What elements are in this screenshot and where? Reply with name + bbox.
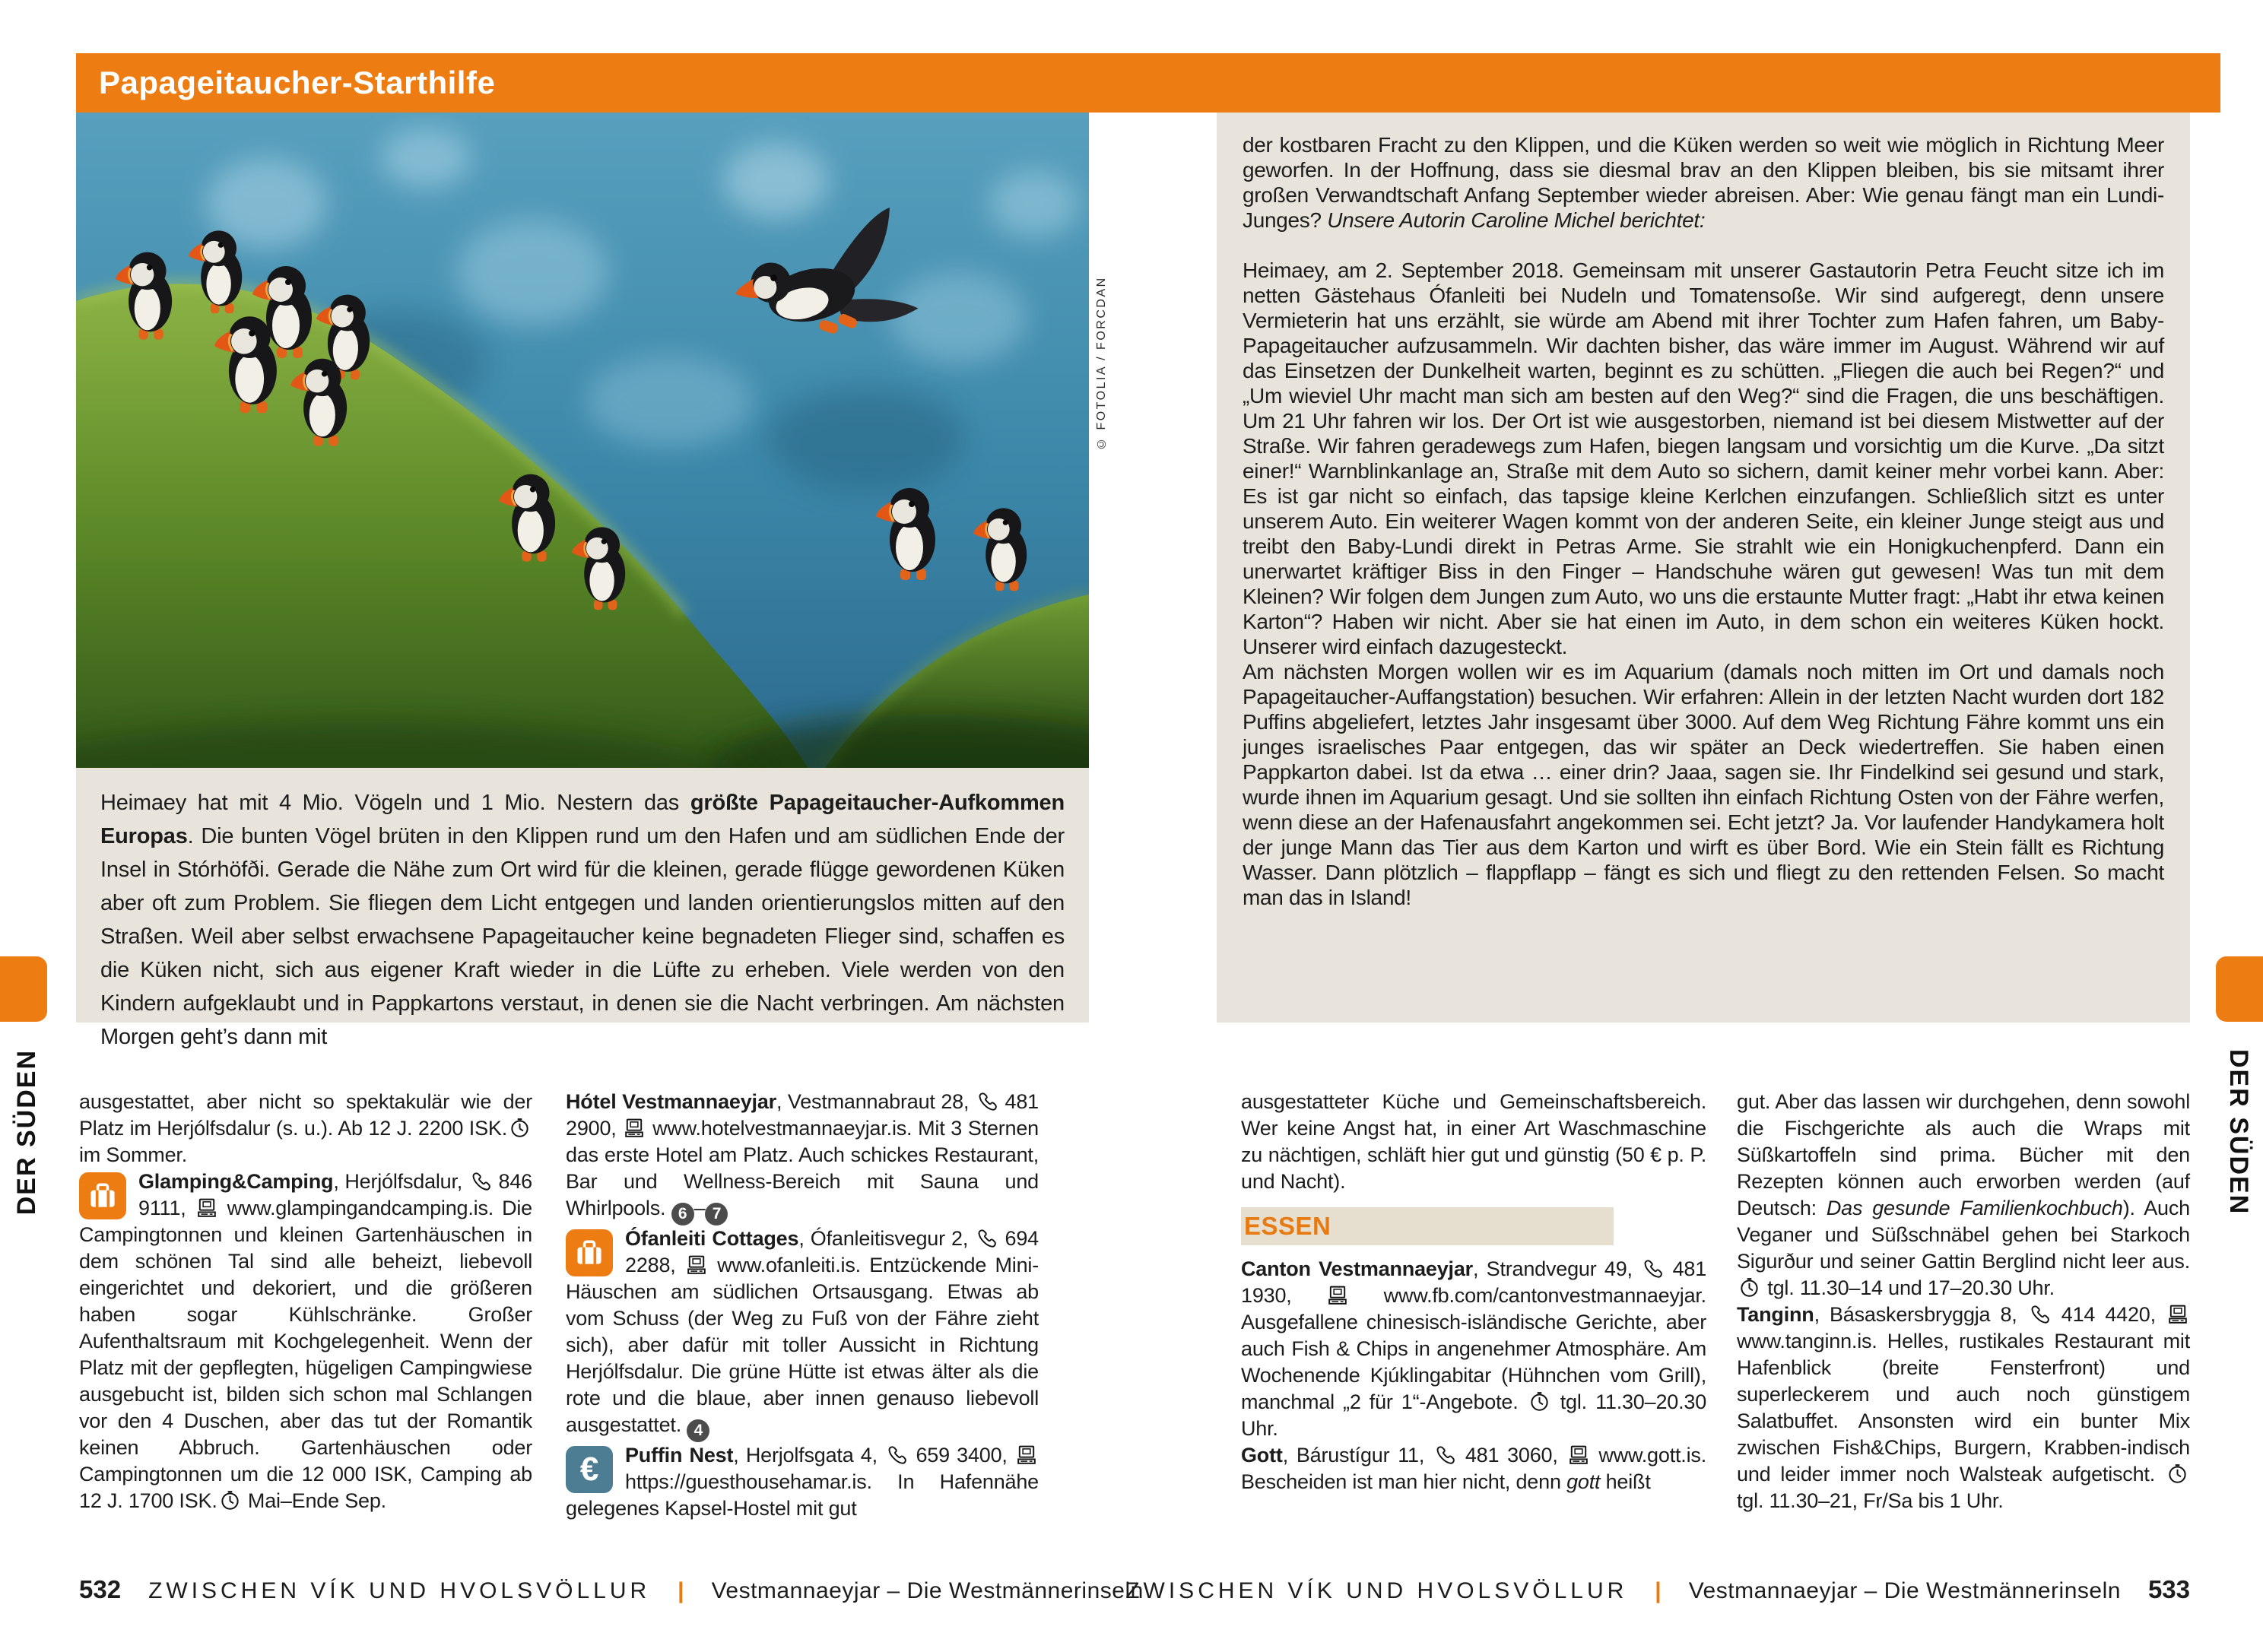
price-category-euro-icon: € bbox=[566, 1446, 613, 1493]
listing-name: Puffin Nest bbox=[625, 1444, 734, 1467]
listing-entry: Hótel Vestmannaeyjar, Vestmannabraut 28, 481 2900, www.hotelvestmannaeyjar.is. Mit 3 Sternen das erste Hotel am Platz. Auch schickes Restaurant, Bar und Wellness-Bereich mit Sauna und Whirlpools. 6 – 7 bbox=[566, 1089, 1039, 1226]
website-icon bbox=[197, 1198, 217, 1218]
footer-chapter: Vestmannaeyjar – Die Westmännerinseln bbox=[1688, 1578, 2121, 1603]
footer-right bbox=[1125, 1575, 2190, 1604]
phone-icon bbox=[887, 1445, 906, 1465]
listing-entry: gut. Aber das lassen wir durchgehen, denn sowohl die Fischgerichte als auch die Wraps mit Süßkartoffeln sind prima. Bücher mit den Rezepten können auch erworben werden (auf Deutsch: Das gesunde Familienkochbuch). Auch Veganer und Süßschnäbel gehen bei Starkoch Sigurður und seiner Gattin Berglind nicht leer aus. tgl. 11.30–14 und 17–20.30 Uhr. bbox=[1737, 1090, 2190, 1299]
page-number-left: 532 bbox=[79, 1575, 122, 1603]
listing-name: Hótel Vestmannaeyjar bbox=[566, 1090, 776, 1113]
map-marker-7: 7 bbox=[705, 1203, 728, 1226]
phone-icon bbox=[2030, 1305, 2049, 1324]
website-icon bbox=[2168, 1305, 2188, 1324]
accommodation-suitcase-icon bbox=[79, 1172, 126, 1219]
page-number-right: 533 bbox=[2147, 1575, 2190, 1603]
listing-column-3 bbox=[1241, 1089, 1706, 1495]
listing-entry: ausgestatteter Küche und Gemeinschaftsbereich. Wer keine Angst hat, in einer Art Waschmaschine zu nächtigen, schläft hier gut und günstig (50 € p. P. und Nacht). bbox=[1241, 1090, 1706, 1193]
footer-section: ZWISCHEN VÍK UND HVOLSVÖLLUR bbox=[1125, 1578, 1628, 1603]
footer-separator: | bbox=[678, 1578, 684, 1603]
accommodation-suitcase-icon bbox=[566, 1229, 613, 1276]
website-icon bbox=[1328, 1286, 1347, 1305]
photo-credit: © FOTOLIA / FORCDAN bbox=[1095, 276, 1108, 450]
photo-caption: Heimaey hat mit 4 Mio. Vögeln und 1 Mio. Nestern das größte Papageitaucher-Aufkommen Europas. Die bunten Vögel brüten in den Klippen rund um den Hafen und am südlichen Ende der Insel in Stórhöfði. Gerade die Nähe zum Ort wird für die kleinen, gerade flügge gewordenen Küken aber oft zum Problem. Sie fliegen dem Licht entgegen und landen orientierungslos mitten auf den Straßen. Weil aber selbst erwachsene Papageitaucher keine begnadeten Flieger sind, schaffen es die Küken nicht, sich aus eigener Kraft wieder in die Lüfte zu erheben. Viele werden von den Kindern aufgeklaubt und in Pappkartons verstaut, in denen sie die Nacht verbringen. Am nächsten Morgen geht’s dann mit bbox=[76, 768, 1089, 1023]
listing-entry: Glamping&Camping, Herjólfsdalur, 846 9111, www.glampingandcamping.is. Die Campingtonnen und kleinen Gartenhäuschen in dem schönen Tal sind alle beheizt, liebevoll eingerichtet und dekoriert, und die größeren haben sogar Kühlschränke. Großer Aufenthaltsraum mit Kochgelegenheit. Wenn der Platz mit der gepflegten, hügeligen Campingwiese ausgebucht ist, bilden sich schon mal Schlangen vor den 4 Duschen, aber das tut der Romantik keinen Abbruch. Gartenhäuschen oder Campingtonnen um die 12 000 ISK, Camping ab 12 J. 1700 ISK. Mai–Ende Sep. bbox=[79, 1170, 532, 1512]
infobox-title: Papageitaucher-Starthilfe bbox=[99, 65, 496, 100]
puffins-photo bbox=[76, 113, 1089, 768]
phone-icon bbox=[471, 1172, 490, 1191]
opening-hours-icon bbox=[2167, 1463, 2188, 1484]
story-paragraph: der kostbaren Fracht zu den Klippen, und die Küken werden so weit wie möglich in Richtung Meer geworfen. In der Hoffnung, dass sie diesmal brav an den Klippen bleiben, bis sie mitsamt ihrer großen Verwandtschaft Anfang September wieder abreisen. Aber: Wie genau fängt man ein Lundi-Junges? Unsere Autorin Caroline Michel berichtet: bbox=[1243, 133, 2164, 232]
listing-column-2 bbox=[566, 1089, 1039, 1522]
opening-hours-icon bbox=[220, 1490, 240, 1511]
footer-chapter: Vestmannaeyjar – Die Westmännerinseln bbox=[711, 1578, 1144, 1603]
footer-separator: | bbox=[1655, 1578, 1662, 1603]
listing-entry: ausgestattet, aber nicht so spektakulär wie der Platz im Herjólfsdalur (s. u.). Ab 12 J. 2200 ISK. im Sommer. bbox=[79, 1090, 532, 1166]
chapter-tab-left bbox=[0, 956, 47, 1022]
map-marker-4: 4 bbox=[687, 1419, 709, 1442]
essen-section-heading: ESSEN bbox=[1241, 1207, 1614, 1245]
website-icon bbox=[624, 1118, 644, 1138]
story-paragraph: Am nächsten Morgen wollen wir es im Aquarium (damals noch mitten im Ort und damals noch Papageitaucher-Auffangstation) besuchen. Wir erfahren: Allein in der letzten Nacht wurden dort 182 Puffins abgeliefert, letztes Jahr insgesamt über 3000. Auf dem Weg Richtung Fähre kommt uns ein junges israelisches Paar entgegen, das wir später an Deck wiedertreffen. Sie haben einen Pappkarton dabei. Ist da etwa … einer drin? Jaaa, sagen sie. Ihr Findelkind sei gesund und stark, wurde ihnen im Aquarium gesagt. Und sie sollten ihn einfach Richtung Osten von der Fähre werfen, wenn diese an der Hafenausfahrt angekommen sei. Echt jetzt? Ja. Vor laufender Handykamera holt der junge Mann das Tier aus dem Karton und wirft es über Bord. Wie ein Stein fällt es Richtung Wasser. Dann plötzlich – flappflapp – fängt es sich und fliegt zu den rettenden Felsen. So macht man das in Island! bbox=[1243, 660, 2164, 909]
footer-section: ZWISCHEN VÍK UND HVOLSVÖLLUR bbox=[148, 1578, 651, 1603]
infobox-title-bar bbox=[76, 53, 2220, 113]
opening-hours-icon bbox=[509, 1118, 530, 1138]
chapter-label-right: DER SÜDEN bbox=[2224, 1049, 2253, 1216]
listing-entry: Tanginn, Básaskersbryggja 8, 414 4420, www.tanginn.is. Helles, rustikales Restaurant mit Hafenblick (breite Fensterfront) und superleckerem und auch noch günstigem Salatbuffet. Ansonsten wird ein bunter Mix zwischen Fish&Chips, Burgern, Krabben-indisch und leider immer noch Walsteak aufgetischt. tgl. 11.30–21, Fr/Sa bis 1 Uhr. bbox=[1737, 1303, 2190, 1512]
footer-left bbox=[79, 1575, 1144, 1604]
website-icon bbox=[1569, 1445, 1589, 1465]
listing-name: Ófanleiti Cottages bbox=[625, 1227, 799, 1250]
map-marker-6: 6 bbox=[671, 1203, 694, 1226]
phone-icon bbox=[976, 1229, 996, 1248]
opening-hours-icon bbox=[1739, 1277, 1760, 1298]
website-icon bbox=[1017, 1445, 1036, 1465]
phone-icon bbox=[1642, 1259, 1662, 1279]
phone-icon bbox=[977, 1092, 997, 1111]
listing-entry: € Puffin Nest, Herjolfsgata 4, 659 3400, https://guesthousehamar.is. In Hafennähe gelegenes Kapsel-Hostel mit gut bbox=[566, 1444, 1039, 1520]
listing-column-4 bbox=[1737, 1089, 2190, 1514]
chapter-tab-right bbox=[2216, 956, 2263, 1022]
chapter-label-left: DER SÜDEN bbox=[12, 1049, 41, 1216]
story-text-block bbox=[1217, 113, 2190, 1023]
story-paragraph: Heimaey, am 2. September 2018. Gemeinsam mit unserer Gastautorin Petra Feucht sitze ich im netten Gästehaus Ófanleiti bei Nudeln und Tomatensoße. Wir sind aufgeregt, denn unsere Vermieterin hat uns erzählt, sie würde am Abend mit ihrer Tochter zum Hafen fahren, um Baby-Papageitaucher aufzusammeln. Wir dachten bisher, das wäre immer im August. Während wir auf das Einsetzen der Dunkelheit warten, beginnt es zu schütten. „Fliegen die auch bei Regen?“ und „Um wieviel Uhr macht man sich am besten auf den Weg?“ sind die Fragen, die uns beschäftigen. Um 21 Uhr fahren wir los. Der Ort ist wie ausgestorben, niemand ist bei diesem Mistwetter auf der Straße. Wir fahren geradewegs zum Hafen, biegen langsam und vorsichtig um die Kurve. „Da sitzt einer!“ Warnblinkanlage an, Straße mit dem Auto so sichern, damit keiner mehr vorbei kann. Aber: Es ist gar nicht so einfach, das tapsige kleine Kerlchen einzufangen. Schließlich sitzt es unter unserem Auto. Ein weiterer Wagen kommt von der anderen Seite, ein kleiner Junge steigt aus und treibt den Baby-Lundi direkt in Petras Arme. Sie strahlt wie ein Honigkuchenpferd. Dann ein unerwartet kräftiger Biss in den Finger – Handschuhe wären gut gewesen! Was tun mit dem Kleinen? Wir folgen dem Jungen zum Auto, wo uns die erstaunte Mutter fragt: „Habt ihr etwa keinen Karton“? Haben wir nicht. Aber sie hat einen im Auto, in dem schon ein weiteres Küken hockt. Unserer wird einfach dazugesteckt. bbox=[1243, 258, 2164, 658]
phone-icon bbox=[1435, 1445, 1455, 1465]
listing-entry: Gott, Bárustígur 11, 481 3060, www.gott.is. Bescheiden ist man hier nicht, denn gott heißt bbox=[1241, 1444, 1706, 1493]
listing-name: Gott bbox=[1241, 1444, 1283, 1467]
listing-name: Canton Vestmannaeyjar bbox=[1241, 1257, 1473, 1280]
listing-entry: Ófanleiti Cottages, Ófanleitisvegur 2, 694 2288, www.ofanleiti.is. Entzückende Mini-Häuschen am südlichen Ortsausgang. Etwas ab vom Schuss (der Weg zu Fuß von der Fähre zieht sich), aber dafür mit toller Aussicht in Richtung Herjólfsdalur. Die grüne Hütte ist etwas älter als die rote und die blaue, aber innen genauso liebevoll ausgestattet. 4 bbox=[566, 1226, 1039, 1442]
listing-entry: Canton Vestmannaeyjar, Strandvegur 49, 481 1930, www.fb.com/cantonvestmannaeyjar. Ausgefallene chinesisch-isländische Gerichte, aber auch Fish & Chips in angenehmer Atmosphäre. Am Wochenende Kjúklingabitar (Hühnchen vom Grill), manchmal „2 für 1“-Angebote. tgl. 11.30–20.30 Uhr. bbox=[1241, 1257, 1707, 1440]
opening-hours-icon bbox=[1529, 1391, 1550, 1412]
listing-name: Glamping&Camping bbox=[138, 1170, 334, 1193]
website-icon bbox=[687, 1255, 706, 1275]
listing-name: größte Papageitaucher-Aufkommen Europas bbox=[100, 791, 1065, 848]
listing-column-1 bbox=[79, 1089, 532, 1514]
listing-name: Tanginn bbox=[1737, 1303, 1814, 1326]
